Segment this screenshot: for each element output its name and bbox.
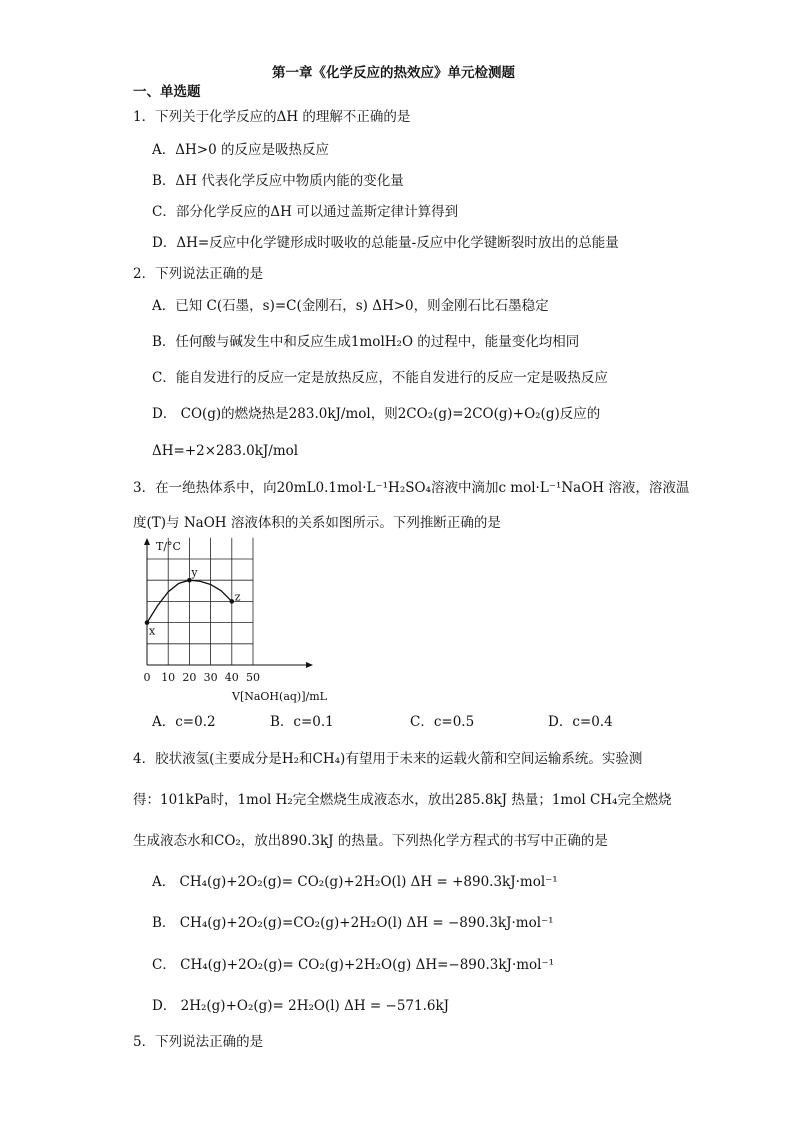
chart-ylabel: T/°C — [156, 540, 181, 553]
data-point-z — [230, 599, 235, 604]
q4-stem-line1: 4．胶状液氢(主要成分是H₂和CH₄)有望用于未来的运载火箭和空间运输系统。实验测 — [133, 751, 643, 767]
q2-stem: 2．下列说法正确的是 — [133, 266, 264, 282]
q2-option-a[interactable]: A．已知 C(石墨，s)=C(金刚石，s) ΔH>0，则金刚石比石墨稳定 — [152, 298, 549, 314]
x-tick-label: 20 — [182, 671, 197, 684]
x-tick-label: 50 — [246, 671, 260, 684]
q2-option-b[interactable]: B．任何酸与碱发生中和反应生成1molH₂O 的过程中，能量变化均相同 — [152, 334, 580, 350]
page-title: 第一章《化学反应的热效应》单元检测题 — [272, 65, 515, 81]
q4-option-a[interactable]: A． CH₄(g)+2O₂(g)= CO₂(g)+2H₂O(l) ΔH = +890.3kJ·mol⁻¹ — [152, 874, 558, 890]
x-tick-label: 10 — [161, 671, 176, 684]
section-heading: 一、单选题 — [133, 84, 201, 100]
y-axis-arrow — [144, 538, 150, 545]
q4-option-d[interactable]: D． 2H₂(g)+O₂(g)= 2H₂O(l) ΔH = −571.6kJ — [152, 998, 450, 1014]
q5-stem: 5．下列说法正确的是 — [133, 1034, 264, 1050]
q3-stem-line2: 度(T)与 NaOH 溶液体积的关系如图所示。下列推断正确的是 — [133, 515, 501, 531]
q2-option-d[interactable]: D． CO(g)的燃烧热是283.0kJ/mol，则2CO₂(g)=2CO(g)+O₂(g)反应的 — [152, 406, 601, 422]
chart-xlabel: V[NaOH(aq)]/mL — [232, 690, 327, 703]
x-tick-label: 0 — [143, 671, 151, 684]
chart-axes — [144, 538, 313, 668]
q3-stem-line1: 3．在一绝热体系中，向20mL0.1mol·L⁻¹H₂SO₄溶液中滴加c mol·L⁻¹NaOH 溶液，溶液温 — [133, 480, 690, 496]
q3-option-d[interactable]: D．c=0.4 — [548, 714, 613, 730]
data-point-label-y: y — [191, 566, 198, 580]
data-point-label-x: x — [149, 624, 156, 638]
q1-option-b[interactable]: B．ΔH 代表化学反应中物质内能的变化量 — [152, 173, 404, 189]
q3-option-c[interactable]: C．c=0.5 — [410, 714, 475, 730]
q2-option-c[interactable]: C．能自发进行的反应一定是放热反应，不能自发进行的反应一定是吸热反应 — [152, 370, 608, 386]
q4-stem-line2: 得：101kPa时，1mol H₂完全燃烧生成液态水，放出285.8kJ 热量；1mol CH₄完全燃烧 — [133, 792, 672, 808]
x-tick-label: 30 — [203, 671, 218, 684]
chart-ticks — [144, 671, 261, 684]
q1-option-d[interactable]: D．ΔH=反应中化学键形成时吸收的总能量-反应中化学键断裂时放出的总能量 — [152, 235, 619, 251]
q1-option-c[interactable]: C．部分化学反应的ΔH 可以通过盖斯定律计算得到 — [152, 204, 459, 220]
chart-points — [145, 566, 241, 637]
q4-option-b[interactable]: B． CH₄(g)+2O₂(g)=CO₂(g)+2H₂O(l) ΔH = −890.3kJ·mol⁻¹ — [152, 915, 554, 931]
q2-option-d-continued: ΔH=+2×283.0kJ/mol — [152, 443, 299, 459]
q4-option-c[interactable]: C． CH₄(g)+2O₂(g)= CO₂(g)+2H₂O(g) ΔH=−890.3kJ·mol⁻¹ — [152, 957, 555, 973]
q4-stem-line3: 生成液态水和CO₂，放出890.3kJ 的热量。下列热化学方程式的书写中正确的是 — [133, 833, 608, 849]
q1-stem: 1．下列关于化学反应的ΔH 的理解不正确的是 — [133, 109, 411, 125]
x-axis-arrow — [306, 662, 313, 668]
temperature-volume-chart — [140, 535, 340, 705]
q3-option-b[interactable]: B．c=0.1 — [270, 714, 334, 730]
q1-option-a[interactable]: A．ΔH>0 的反应是吸热反应 — [152, 142, 329, 158]
data-point-label-z: z — [234, 590, 241, 604]
x-tick-label: 40 — [224, 671, 239, 684]
q3-option-a[interactable]: A．c=0.2 — [152, 714, 216, 730]
